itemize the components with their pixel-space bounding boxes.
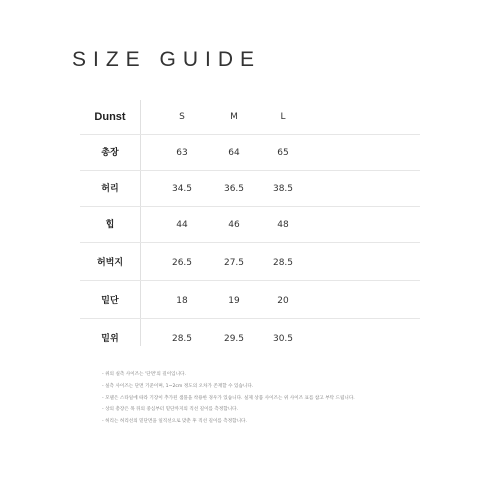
size-header-s: S [179, 112, 185, 122]
cell-s: 34.5 [171, 184, 193, 194]
cell-s: 18 [176, 296, 188, 306]
note-line: - 상의 총장은 목 뒤의 중심부터 밑단까지의 직선 길이를 측정합니다. [102, 407, 239, 413]
page-title: SIZE GUIDE [72, 48, 262, 71]
table-row [80, 136, 420, 171]
cell-m: 19 [228, 296, 240, 306]
table-row [80, 284, 420, 319]
table-row [80, 172, 420, 207]
cell-m: 64 [228, 148, 240, 158]
cell-l: 48 [277, 220, 289, 230]
cell-m: 46 [228, 220, 240, 230]
table-row [80, 246, 420, 281]
cell-l: 38.5 [272, 184, 294, 194]
row-label: 허벅지 [96, 258, 124, 268]
size-table [80, 100, 420, 346]
cell-m: 27.5 [223, 258, 245, 268]
table-row [80, 322, 420, 356]
row-label: 총장 [101, 148, 119, 158]
cell-l: 20 [277, 296, 289, 306]
table-header-row [80, 100, 420, 135]
cell-s: 26.5 [171, 258, 193, 268]
note-line: - 실측 사이즈는 단면 기준이며, 1~2cm 정도의 오차가 존재할 수 있습니다. [102, 383, 254, 389]
cell-s: 28.5 [171, 334, 193, 344]
row-label: 허리 [101, 184, 119, 194]
product-name: Dunst [94, 111, 126, 123]
cell-s: 63 [176, 148, 188, 158]
cell-m: 36.5 [223, 184, 245, 194]
cell-m: 29.5 [223, 334, 245, 344]
cell-l: 65 [277, 148, 289, 158]
table-row [80, 208, 420, 243]
size-header-l: L [280, 112, 286, 122]
size-header-m: M [230, 112, 238, 122]
note-line: - 허리는 허리선의 밑단면을 일직선으로 맞춘 후 직선 길이를 측정합니다. [102, 419, 247, 425]
note-line: - 위의 실측 사이즈는 '단면'의 길이입니다. [102, 372, 186, 377]
cell-l: 30.5 [272, 334, 294, 344]
row-label: 힙 [105, 220, 115, 230]
cell-l: 28.5 [272, 258, 294, 268]
size-notes [102, 369, 462, 428]
cell-s: 44 [176, 220, 188, 230]
row-label: 밑단 [101, 296, 119, 306]
row-label: 밑위 [101, 334, 119, 344]
note-line: - 모델은 스타일에 따라 기장이 추가된 샘플을 착용한 경우가 있습니다. 실제 상품 사이즈는 위 사이즈 표를 참고 부탁 드립니다. [102, 395, 355, 401]
